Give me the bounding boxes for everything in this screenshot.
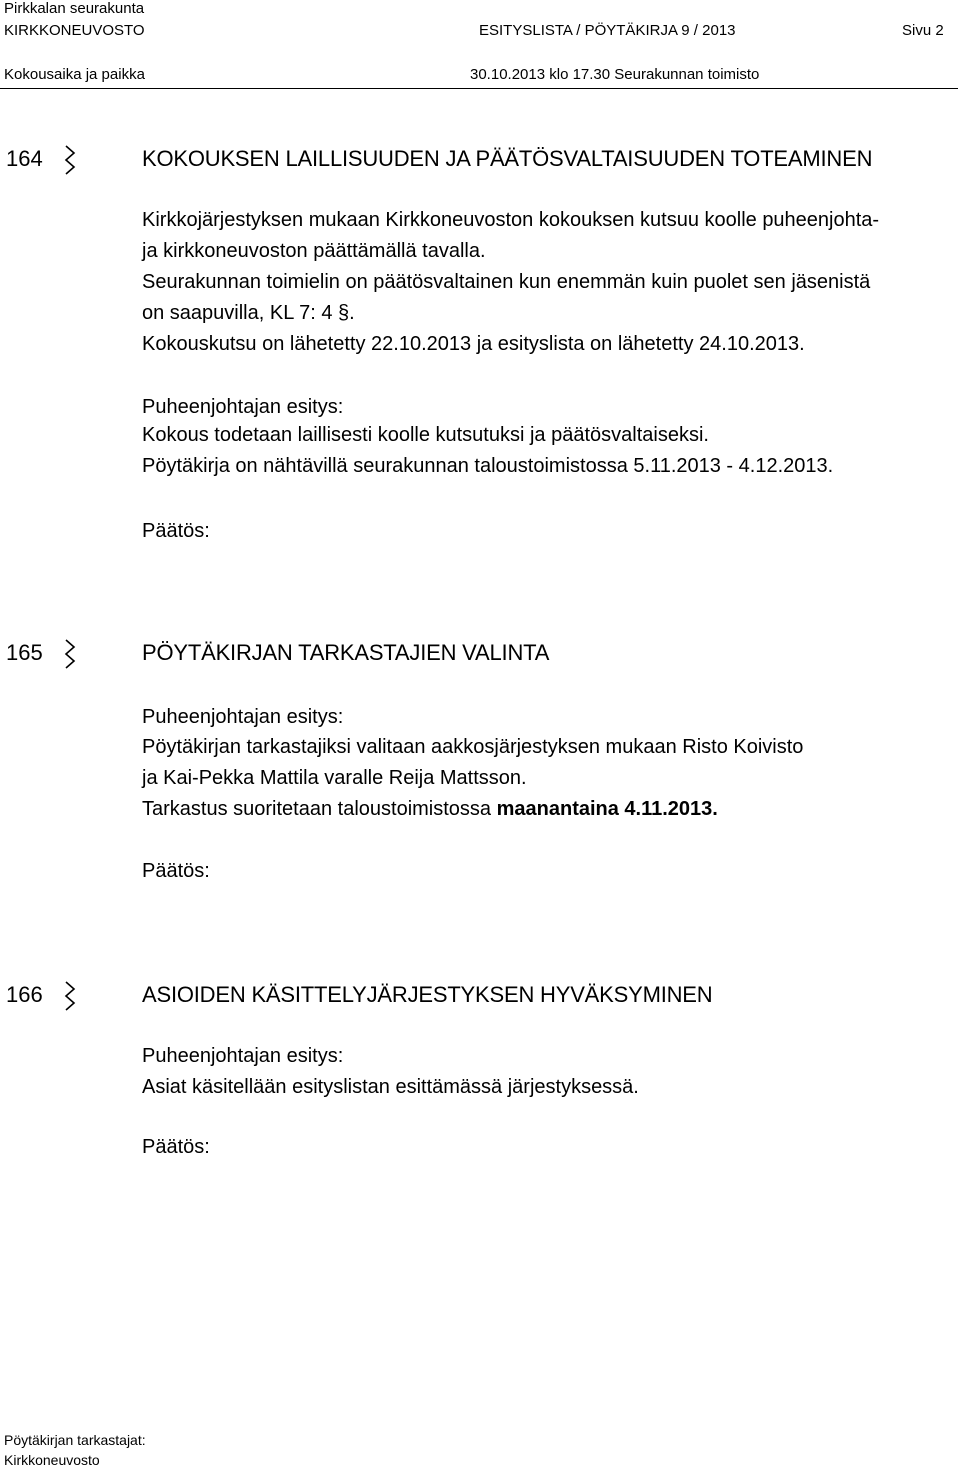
- decision-label: Päätös:: [142, 520, 210, 542]
- decision-label: Päätös:: [142, 1136, 210, 1158]
- org-name: Pirkkalan seurakunta: [4, 0, 145, 17]
- proposal-text: Tarkastus suoritetaan taloustoimistossa: [142, 798, 497, 820]
- header-divider: [0, 88, 958, 89]
- proposal-label: Puheenjohtajan esitys:: [142, 706, 344, 728]
- section-sign-icon: [63, 144, 77, 176]
- proposal-line: Asiat käsitellään esityslistan esittämässä järjestyksessä.: [142, 1076, 639, 1098]
- proposal-line: ja Kai-Pekka Mattila varalle Reija Mattsson.: [142, 767, 527, 789]
- section-title: KOKOUKSEN LAILLISUUDEN JA PÄÄTÖSVALTAISUUDEN TOTEAMINEN: [142, 146, 873, 171]
- section-number: 165: [6, 640, 43, 665]
- proposal-label: Puheenjohtajan esitys:: [142, 396, 344, 418]
- time-place-label: Kokousaika ja paikka: [4, 66, 145, 83]
- section-body-line: Kokouskutsu on lähetetty 22.10.2013 ja esityslista on lähetetty 24.10.2013.: [142, 333, 805, 355]
- inspection-date: maanantaina 4.11.2013.: [496, 798, 718, 820]
- page-number: Sivu 2: [902, 22, 944, 39]
- proposal-line: Pöytäkirjan tarkastajiksi valitaan aakkosjärjestyksen mukaan Risto Koivisto: [142, 736, 804, 758]
- footer-inspectors-label: Pöytäkirjan tarkastajat:: [4, 1432, 146, 1448]
- proposal-line: [142, 794, 718, 825]
- section-title: PÖYTÄKIRJAN TARKASTAJIEN VALINTA: [142, 640, 550, 665]
- proposal-line: Pöytäkirja on nähtävillä seurakunnan taloustoimistossa 5.11.2013 - 4.12.2013.: [142, 455, 834, 477]
- proposal-line: Kokous todetaan laillisesti koolle kutsutuksi ja päätösvaltaiseksi.: [142, 424, 709, 446]
- footer-body-name: Kirkkoneuvosto: [4, 1452, 100, 1468]
- section-body-line: Seurakunnan toimielin on päätösvaltainen kun enemmän kuin puolet sen jäsenistä: [142, 271, 871, 293]
- section-sign-icon: [63, 638, 77, 670]
- section-body-line: ja kirkkoneuvoston päättämällä tavalla.: [142, 240, 486, 262]
- section-sign-icon: [63, 980, 77, 1012]
- document-type: ESITYSLISTA / PÖYTÄKIRJA 9 / 2013: [479, 22, 736, 39]
- section-number: 166: [6, 982, 43, 1007]
- proposal-label: Puheenjohtajan esitys:: [142, 1045, 344, 1067]
- time-place-value: 30.10.2013 klo 17.30 Seurakunnan toimisto: [470, 66, 760, 83]
- section-title: ASIOIDEN KÄSITTELYJÄRJESTYKSEN HYVÄKSYMINEN: [142, 982, 713, 1007]
- section-body-line: Kirkkojärjestyksen mukaan Kirkkoneuvoston kokouksen kutsuu koolle puheenjohta-: [142, 209, 880, 231]
- section-number: 164: [6, 146, 43, 171]
- section-body-line: on saapuvilla, KL 7: 4 §.: [142, 302, 355, 324]
- body-name: KIRKKONEUVOSTO: [4, 22, 145, 39]
- decision-label: Päätös:: [142, 860, 210, 882]
